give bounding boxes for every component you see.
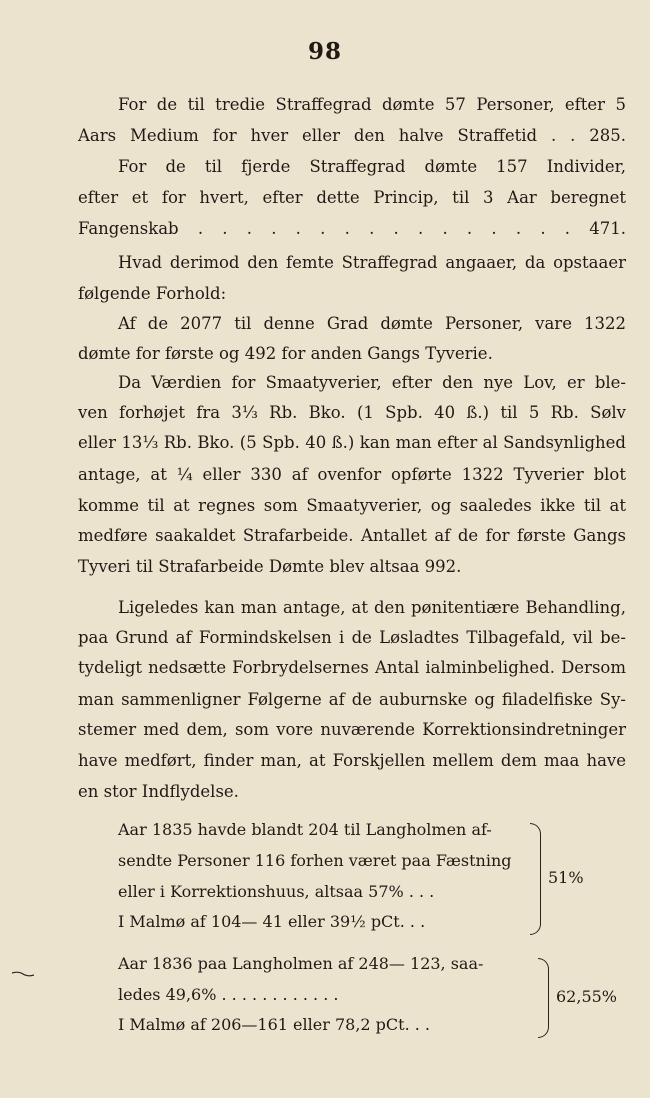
text-line: Ligeledes kan man antage, at den pønitentiære Behandling, [118,598,626,617]
percent-value: 51% [548,868,584,887]
curly-brace [538,958,549,1038]
stat-line: Aar 1835 havde blandt 204 til Langholmen af- [118,820,492,839]
stat-line: I Malmø af 206—161 eller 78,2 pCt. . . [118,1015,431,1034]
text-line: Af de 2077 til denne Grad dømte Personer, vare 1322 [118,314,626,333]
stat-line: eller i Korrektionshuus, altsaa 57% . . . [118,882,435,901]
text-line: komme til at regnes som Smaatyverier, og saaledes ikke til at [78,496,626,515]
text-line: ven forhøjet fra 3⅓ Rb. Bko. (1 Spb. 40 ß.) til 5 Rb. Sølv [78,403,626,422]
text-line: Da Værdien for Smaatyverier, efter den nye Lov, er ble- [118,373,626,392]
stat-line: sendte Personer 116 forhen været paa Fæstning [118,851,512,870]
text-line: Hvad derimod den femte Straffegrad angaaer, da opstaaer [118,253,626,272]
text-line: stemer med dem, som vore nuværende Korrektionsindretninger [78,720,626,739]
stat-line: I Malmø af 104— 41 eller 39½ pCt. . . [118,912,426,931]
curly-brace [530,823,541,935]
text-line: Fangenskab . . . . . . . . . . . . . . . . 471. [78,219,626,238]
text-line: Aars Medium for hver eller den halve Straffetid . . 285. [78,126,626,145]
text-line: dømte for første og 492 for anden Gangs Tyverie. [78,344,493,363]
text-line: For de til fjerde Straffegrad dømte 157 Individer, [118,157,626,176]
text-line: man sammenligner Følgerne af de auburnske og filadelfiske Sy- [78,690,626,709]
text-line: efter et for hvert, efter dette Princip, til 3 Aar beregnet [78,188,626,207]
text-line: følgende Forhold: [78,284,227,303]
text-line: antage, at ¼ eller 330 af ovenfor opførte 1322 Tyverier blot [78,465,626,484]
text-line: medføre saakaldet Strafarbeide. Antallet af de for første Gangs [78,526,626,545]
text-line: For de til tredie Straffegrad dømte 57 Personer, efter 5 [118,95,626,114]
text-line: paa Grund af Formindskelsen i de Løsladtes Tilbagefald, vil be- [78,628,626,647]
percent-value: 62,55% [556,987,618,1006]
page-number: 98 [307,38,342,65]
text-line: tydeligt nedsætte Forbrydelsernes Antal ialminbelighed. Dersom [78,658,626,677]
stat-line: Aar 1836 paa Langholmen af 248— 123, saa- [118,954,484,973]
text-line: eller 13⅓ Rb. Bko. (5 Spb. 40 ß.) kan man efter al Sandsynlighed [78,433,626,452]
margin-mark [12,962,34,968]
text-line: have medført, finder man, at Forskjellen mellem dem maa have [78,751,626,770]
text-line: Tyveri til Strafarbeide Dømte blev altsaa 992. [78,557,462,576]
text-line: en stor Indflydelse. [78,782,239,801]
stat-line: ledes 49,6% . . . . . . . . . . . . [118,985,339,1004]
